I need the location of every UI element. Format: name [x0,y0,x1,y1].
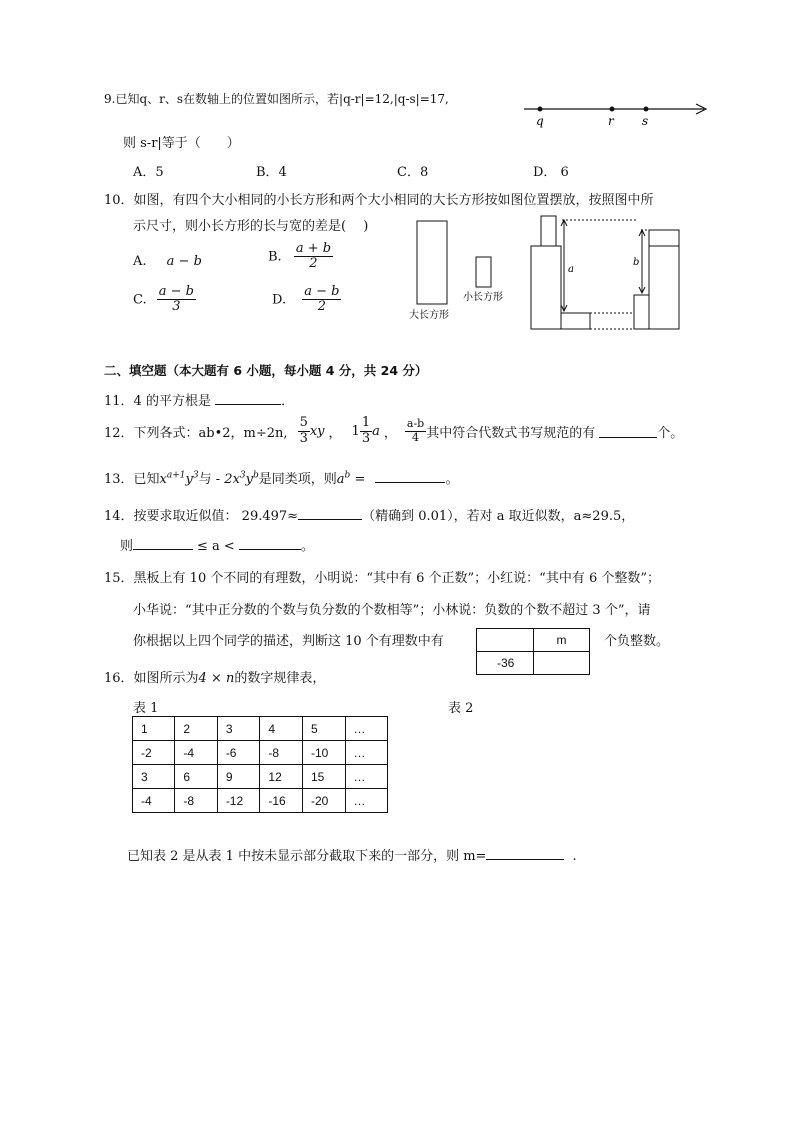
fraction-denominator: 3 [299,430,308,446]
q15-line-2: 小华说：“其中正分数的个数与负分数的个数相等”；小林说：负数的个数不超过 3 个”，请 [133,603,651,618]
small-rect-top-left [541,216,556,246]
table-cell: 3 [217,717,260,741]
q10-option-d-label: D. [272,292,287,308]
q13-post: 是同类项，则 [258,472,337,487]
table-cell: -12 [217,789,260,813]
table-cell: … [345,765,387,789]
q13 [104,468,459,487]
q12-post: 其中符合代数式书写规范的有 [426,425,596,441]
q16-stem [104,667,325,686]
label-s: s [642,114,649,128]
q13-term-1: $x^{a+1}y^3$ [159,470,199,487]
label-b: b [633,257,640,268]
table-cell: -8 [175,789,217,813]
fraction-denominator: 4 [412,430,420,444]
q14-line-1 [104,505,634,524]
q11-answer-blank[interactable] [215,391,281,405]
q12-separator: ， [383,425,397,441]
q11-end: ． [281,394,295,409]
table-cell: -10 [302,741,345,765]
table-cell [534,652,590,675]
fraction-denominator: 2 [317,299,326,315]
table-2 [476,628,590,675]
q16-footer [127,845,577,864]
fraction-numerator: a-b [406,417,425,431]
table-row [133,765,388,789]
table-cell: … [345,717,387,741]
q11 [104,390,294,409]
table-row [477,652,590,675]
small-rect-right [634,295,649,329]
table-cell: 6 [175,765,217,789]
point-r [610,107,615,112]
q13-mid: 与 [198,472,212,487]
label-a: a [568,264,574,275]
q14-answer-blank-3[interactable] [239,536,301,550]
q12-fraction-1-3 [360,416,372,446]
q10-option-a [133,254,202,269]
q13-power: $a^b$ [336,470,351,487]
q15-line-3-end: 个负整数。 [604,634,670,649]
fraction-denominator: 2 [309,256,318,272]
table-cell: -4 [133,789,175,813]
big-rectangle-label: 大长方形 [409,310,449,321]
point-q [538,107,543,112]
small-rect-top-right [649,230,679,246]
table-1-title: 表 1 [133,701,159,716]
q10-option-b [268,242,333,272]
q15-line-1: 15．黑板上有 10 个不同的有理数，小明说：“其中有 6 个正数”；小红说：“其中有 6 个整数”； [104,571,661,586]
q10-option-d [272,285,341,315]
big-rectangle [417,221,447,304]
q13-pre: 13．已知 [104,472,160,487]
q13-end: 。 [445,472,459,487]
q12-a: a [372,423,380,439]
q12-separator: ， [328,425,342,441]
q14-answer-blank-1[interactable] [298,506,362,520]
q9-stem-cont: 则 s-r|等于（ ） [123,136,240,151]
small-rectangle-label: 小长方形 [463,292,503,303]
fraction-numerator: 5 [299,415,308,431]
q10-option-a-expr: a − b [166,254,202,269]
q12-mixed-whole: 1 [351,423,360,439]
q14-post: （精确到 0.01），若对 a 取近似数，a≈29.5， [362,509,635,524]
q10-option-c [133,285,196,315]
table-cell: 4 [260,717,303,741]
table-cell: -16 [260,789,303,813]
q10-option-c-fraction [157,285,196,315]
q10-option-b-fraction [294,242,333,272]
q13-answer-blank[interactable] [375,469,445,483]
label-q: q [536,114,544,128]
q10-option-c-label: C. [133,292,147,308]
fraction-numerator: a − b [158,284,194,299]
q14-line2-end: 。 [300,539,314,554]
table-cell: -6 [217,741,260,765]
table-cell: … [345,741,387,765]
q14-pre: 14．按要求取近似值： 29.497≈ [104,509,299,524]
fraction-denominator: 3 [172,299,181,315]
table-row [133,789,388,813]
q11-text: 11．4 的平方根是 [104,394,216,409]
q16-post: 的数字规律表， [234,671,326,686]
q13-equals: = [350,472,370,487]
q16-pre: 16．如图所示为 [104,671,199,686]
q16-expr: 4 × n [198,671,235,686]
fraction-numerator: a + b [295,241,332,256]
q10-option-d-fraction [302,285,341,315]
table-2-title: 表 2 [448,701,474,716]
q14-answer-blank-2[interactable] [133,536,193,550]
q9-option-c: C．8 [397,165,429,180]
q10-stem-cont: 示尺寸，则小长方形的长与宽的差是( ) [133,219,369,234]
q10-figure-arrangement [526,210,686,332]
table-cell: 15 [302,765,345,789]
table-cell-m: m [534,629,590,652]
table-cell: … [345,789,387,813]
table-cell: -20 [302,789,345,813]
small-rect-bottom [561,313,590,329]
q16-answer-blank[interactable] [486,846,564,860]
table-1 [132,716,388,813]
q9-option-a: A．5 [133,165,164,180]
q12 [104,411,683,451]
table-row [133,741,388,765]
table-row [477,629,590,652]
table-cell: 12 [260,765,303,789]
q12-fraction-a-b-4 [405,418,426,443]
q15-line-3: 你根据以上四个同学的描述，判断这 10 个有理数中有 [133,634,444,649]
table-cell: -4 [175,741,217,765]
table-cell: -8 [260,741,303,765]
fraction-denominator: 3 [361,430,371,446]
small-rectangle [476,257,491,287]
table-cell: -2 [133,741,175,765]
table-cell: 3 [133,765,175,789]
q14-inequality: ≤ a < [197,539,235,554]
table-cell: 5 [302,717,345,741]
q10-figure-shapes [405,214,505,324]
section-2-heading: 二、填空题（本大题有 6 小题，每小题 4 分，共 24 分） [104,363,428,378]
q10-option-b-label: B. [268,249,282,265]
q12-fraction-5-3 [298,416,310,446]
fraction-numerator: 1 [361,415,371,431]
q16-footer-text: 已知表 2 是从表 1 中按未显示部分截取下来的一部分，则 m= [127,849,487,864]
label-r: r [608,114,614,128]
q12-pre: 12．下列各式：ab•2，m÷2n, [104,425,288,441]
q9-stem: 9.已知q、r、s在数轴上的位置如图所示，若|q-r|=12,|q-s|=17, [104,92,449,106]
table-cell: -36 [477,652,534,675]
table-cell: 2 [175,717,217,741]
big-rect-left [531,246,561,329]
point-s [644,107,649,112]
fraction-numerator: a − b [304,284,340,299]
q13-term-2: - $2x^3y^b$ [211,470,259,487]
q12-unit: 个。 [657,425,684,441]
q10-option-a-label: A. [133,254,147,269]
table-row [133,717,388,741]
q16-footer-end: . [572,849,577,864]
table-cell: 9 [217,765,260,789]
q9-number-line [520,96,712,128]
q14-line-2 [120,535,314,554]
table-cell: 1 [133,717,175,741]
q9-option-b: B．4 [256,165,287,180]
q12-xy: xy [309,423,325,439]
q9-option-d: D． 6 [533,165,569,180]
table-cell [477,629,534,652]
q10-stem: 10．如图，有四个大小相同的小长方形和两个大小相同的大长方形按如图位置摆放，按照图中所 [104,193,654,208]
q14-line2-pre: 则 [120,539,134,554]
q12-answer-blank[interactable] [599,424,657,438]
big-rect-right [649,246,679,329]
